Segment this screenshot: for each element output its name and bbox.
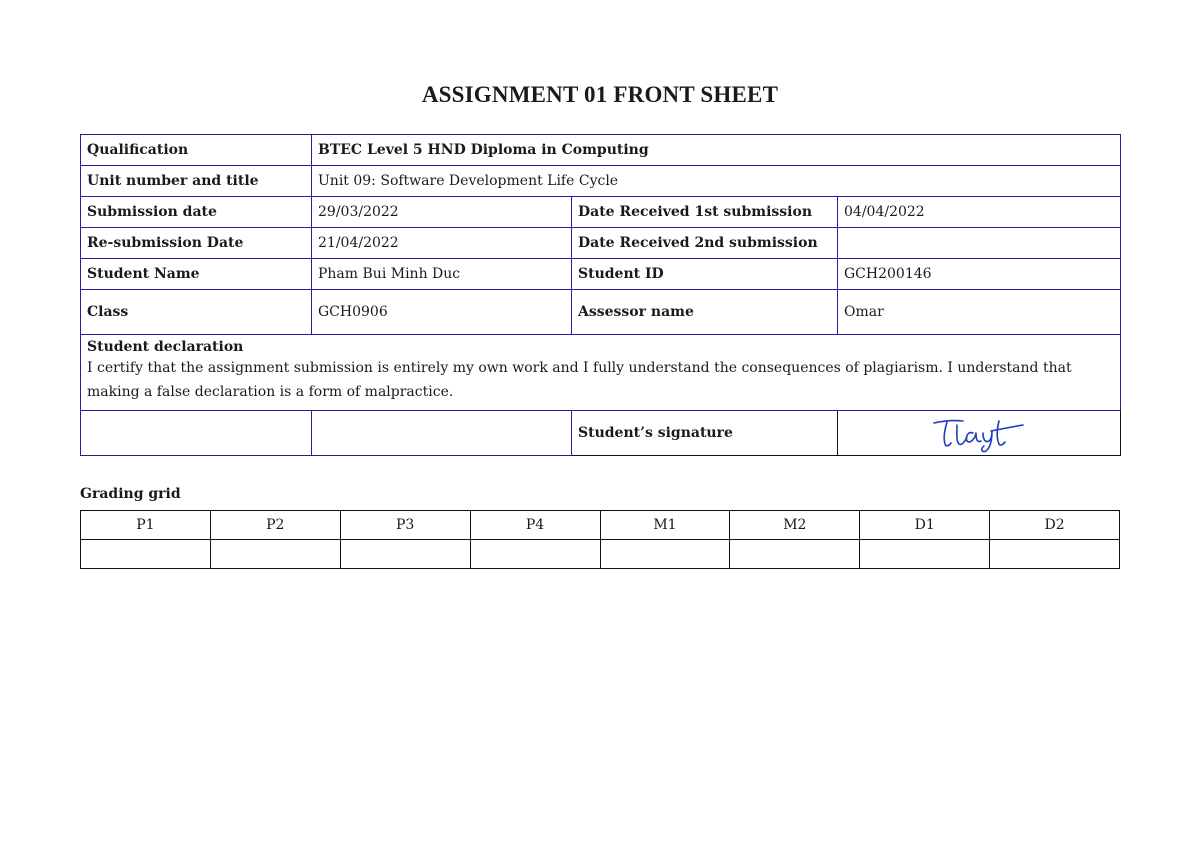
- submission-date-label: Submission date: [81, 197, 312, 228]
- grade-header-d2: D2: [990, 511, 1120, 540]
- signature-label: Student’s signature: [572, 411, 838, 456]
- qualification-row: [81, 135, 1121, 166]
- unit-value: Unit 09: Software Development Life Cycle: [312, 166, 1121, 197]
- grade-cell-p1: [81, 540, 211, 569]
- student-row: [81, 259, 1121, 290]
- declaration-row: [81, 335, 1121, 411]
- assessor-label: Assessor name: [572, 290, 838, 335]
- grade-header-p2: P2: [210, 511, 340, 540]
- page-title: ASSIGNMENT 01 FRONT SHEET: [421, 82, 779, 107]
- student-declaration: [81, 335, 1121, 411]
- assessor-value: Omar: [838, 290, 1121, 335]
- grade-header-d1: D1: [860, 511, 990, 540]
- declaration-heading: Student declaration: [87, 339, 244, 355]
- unit-row: [81, 166, 1121, 197]
- declaration-text: I certify that the assignment submission is entirely my own work and I fully understand the consequences of plagiarism. I understand that making a false declaration is a form of malpractice.: [87, 360, 1072, 400]
- class-row: [81, 290, 1121, 335]
- front-sheet-table: [80, 134, 1121, 456]
- blank-cell-1: [81, 411, 312, 456]
- date-received-1-label: Date Received 1st submission: [572, 197, 838, 228]
- student-name-value: Pham Bui Minh Duc: [312, 259, 572, 290]
- grading-grid: [80, 510, 1120, 569]
- resubmission-date-label: Re-submission Date: [81, 228, 312, 259]
- signature-row: [81, 411, 1121, 456]
- submission-row: [81, 197, 1121, 228]
- class-value: GCH0906: [312, 290, 572, 335]
- student-id-label: Student ID: [572, 259, 838, 290]
- grade-header-m2: M2: [730, 511, 860, 540]
- blank-cell-2: [312, 411, 572, 456]
- unit-label: Unit number and title: [81, 166, 312, 197]
- class-label: Class: [81, 290, 312, 335]
- student-id-value: GCH200146: [838, 259, 1121, 290]
- resubmission-row: [81, 228, 1121, 259]
- qualification-label: Qualification: [81, 135, 312, 166]
- date-received-2-value: [838, 228, 1121, 259]
- signature-cell: [838, 411, 1121, 456]
- handwritten-signature: [929, 413, 1029, 453]
- date-received-2-label: Date Received 2nd submission: [572, 228, 838, 259]
- grade-header-p1: P1: [81, 511, 211, 540]
- grading-value-row: [81, 540, 1120, 569]
- grade-cell-m2: [730, 540, 860, 569]
- qualification-value: BTEC Level 5 HND Diploma in Computing: [312, 135, 1121, 166]
- grade-cell-d2: [990, 540, 1120, 569]
- grade-cell-p4: [470, 540, 600, 569]
- resubmission-date-value: 21/04/2022: [312, 228, 572, 259]
- grading-header-row: [81, 511, 1120, 540]
- grade-header-p3: P3: [340, 511, 470, 540]
- grade-header-p4: P4: [470, 511, 600, 540]
- grade-cell-p3: [340, 540, 470, 569]
- grading-grid-label: Grading grid: [80, 486, 181, 502]
- grade-header-m1: M1: [600, 511, 730, 540]
- grade-cell-p2: [210, 540, 340, 569]
- grade-cell-m1: [600, 540, 730, 569]
- submission-date-value: 29/03/2022: [312, 197, 572, 228]
- grade-cell-d1: [860, 540, 990, 569]
- student-name-label: Student Name: [81, 259, 312, 290]
- date-received-1-value: 04/04/2022: [838, 197, 1121, 228]
